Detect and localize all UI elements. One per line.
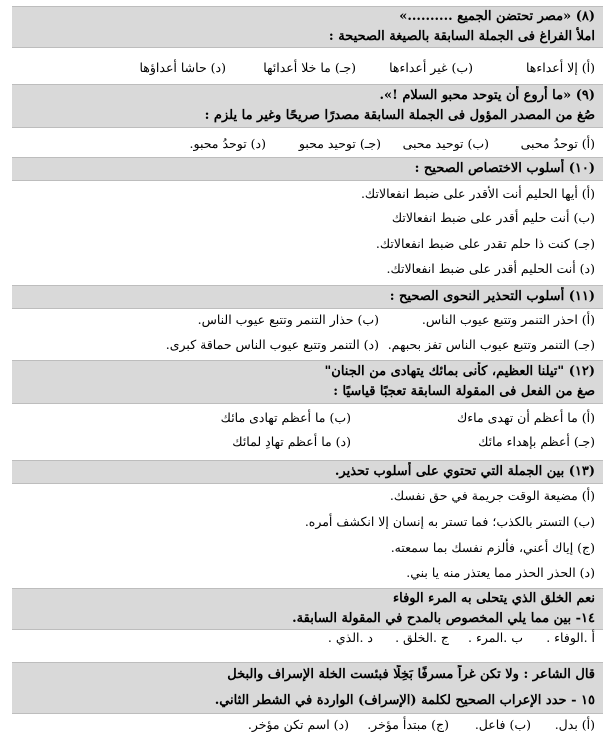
q12-option-d[interactable]: (د) ما أعظم تهادِ لمائك bbox=[232, 434, 351, 449]
q11-option-d[interactable]: (د) التنمر وتتبع عيوب الناس حماقة كبرى. bbox=[165, 337, 379, 352]
q8-option-c[interactable]: (جـ) ما خلا أعدائها bbox=[263, 60, 356, 75]
q9-options bbox=[14, 134, 601, 154]
q10-option-c[interactable]: (جـ) كنت ذا حلم تقدر على ضبط انفعالاتك. bbox=[375, 236, 595, 251]
q13-header bbox=[12, 460, 603, 484]
q14-title: ١٤- بين مما يلي المخصوص بالمدح في المقولة السابقة. bbox=[292, 611, 595, 626]
q11-option-a[interactable]: (أ) احذر التنمر وتتبع عيوب الناس. bbox=[421, 312, 595, 327]
q8-option-d[interactable]: (د) حاشا أعداؤها bbox=[139, 60, 226, 75]
q12-option-a[interactable]: (أ) ما أعظم أن تهدى ماءك bbox=[456, 410, 595, 425]
q15-title: ١٥ - حدد الإعراب الصحيح لكلمة (الإسراف) الواردة في الشطر الثاني. bbox=[214, 693, 595, 708]
q13-option-c[interactable]: (ج) إياك أعني، فألزم نفسك بما سمعته. bbox=[390, 540, 595, 555]
q13-option-a[interactable]: (أ) مضيعة الوقت جريمة في حق نفسك. bbox=[389, 488, 595, 503]
q9-option-d[interactable]: (د) توحدُ محبو. bbox=[189, 136, 266, 151]
q15-option-d[interactable]: (د) اسم تكن مؤخر. bbox=[247, 717, 349, 732]
q12-option-c[interactable]: (جـ) أعظم بإهداء مائك bbox=[478, 434, 595, 449]
q11-option-c[interactable]: (جـ) التنمر وتتبع عيوب الناس تفز بحبهم. bbox=[387, 337, 595, 352]
q11-header bbox=[12, 285, 603, 309]
q9-instruction: صُغ من المصدر المؤول فى الجملة السابقة مصدرًا صريحًا وغير ما يلزم : bbox=[204, 108, 595, 123]
q8-options bbox=[14, 58, 601, 78]
q9-header bbox=[12, 84, 603, 128]
q9-option-a[interactable]: (أ) توحدُ محبى bbox=[520, 136, 595, 151]
q11-options-row1 bbox=[14, 310, 601, 330]
q12-instruction: صغ من الفعل فى المقولة السابقة تعجبًا قياسيًا : bbox=[333, 384, 595, 399]
q9-option-b[interactable]: (ب) توحيد محبى bbox=[402, 136, 489, 151]
q15-header bbox=[12, 662, 603, 714]
q10-option-b[interactable]: (ب) أنت حليم أقدر على ضبط انفعالاتك bbox=[391, 210, 595, 225]
q12-options-row2 bbox=[14, 432, 601, 452]
q14-header bbox=[12, 588, 603, 630]
q12-option-b[interactable]: (ب) ما أعظم تهادى مائك bbox=[220, 410, 351, 425]
q8-header bbox=[12, 6, 603, 48]
q8-title: (٨) «مصر تحتضن الجميع ..........» bbox=[399, 9, 595, 24]
q9-option-c[interactable]: (جـ) توحيد محبو bbox=[298, 136, 381, 151]
q11-options-row2 bbox=[14, 335, 601, 355]
q14-options bbox=[14, 628, 601, 648]
q15-option-c[interactable]: (ج) مبتدأ مؤخر. bbox=[367, 717, 449, 732]
q11-title: (١١) أسلوب التحذير النحوى الصحيح : bbox=[389, 289, 595, 304]
q12-header bbox=[12, 360, 603, 404]
q10-option-a[interactable]: (أ) أيها الحليم أنت الأقدر على ضبط انفعالاتك. bbox=[360, 186, 595, 201]
q8-option-b[interactable]: (ب) غير أعداءها bbox=[389, 60, 473, 75]
q10-title: (١٠) أسلوب الاختصاص الصحيح : bbox=[414, 161, 595, 176]
q8-instruction: املأ الفراغ فى الجملة السابقة بالصيغة الصحيحة : bbox=[328, 29, 595, 44]
q13-title: (١٣) بين الجملة التي تحتوي على أسلوب تحذير. bbox=[334, 464, 595, 479]
q14-option-c[interactable]: ج .الخلق . bbox=[395, 630, 449, 645]
q14-option-d[interactable]: د .الذي . bbox=[327, 630, 373, 645]
q15-options bbox=[14, 715, 601, 735]
q14-quote: نعم الخلق الذي يتحلى به المرء الوفاء bbox=[393, 591, 595, 606]
q12-title: (١٢) "تيلنا العظيم، كأنى بمائك يتهادى من الجنان" bbox=[324, 364, 595, 379]
q14-option-b[interactable]: ب .المرء . bbox=[468, 630, 523, 645]
q15-quote: قال الشاعر : ولا تكن غراً مسرفًا بَخِلًا فبئست الخلة الإسراف والبخل bbox=[227, 667, 595, 682]
q9-title: (٩) «ما أروع أن يتوحد محبو السلام !». bbox=[379, 88, 595, 103]
q14-option-a[interactable]: أ .الوفاء . bbox=[546, 630, 595, 645]
q15-option-b[interactable]: (ب) فاعل. bbox=[474, 717, 531, 732]
q8-option-a[interactable]: (أ) إلا أعداءها bbox=[525, 60, 595, 75]
q13-option-d[interactable]: (د) الحذر الحذر مما يعتذر منه يا بني. bbox=[406, 565, 595, 580]
q11-option-b[interactable]: (ب) حذار التنمر وتتبع عيوب الناس. bbox=[197, 312, 379, 327]
q15-option-a[interactable]: (أ) بدل. bbox=[554, 717, 595, 732]
q10-option-d[interactable]: (د) أنت الحليم أقدر على ضبط انفعالاتك. bbox=[386, 261, 595, 276]
q10-header bbox=[12, 157, 603, 181]
q13-option-b[interactable]: (ب) التستر بالكذب؛ فما تستر به إنسان إلا انكشف أمره. bbox=[304, 514, 595, 529]
q12-options-row1 bbox=[14, 408, 601, 428]
